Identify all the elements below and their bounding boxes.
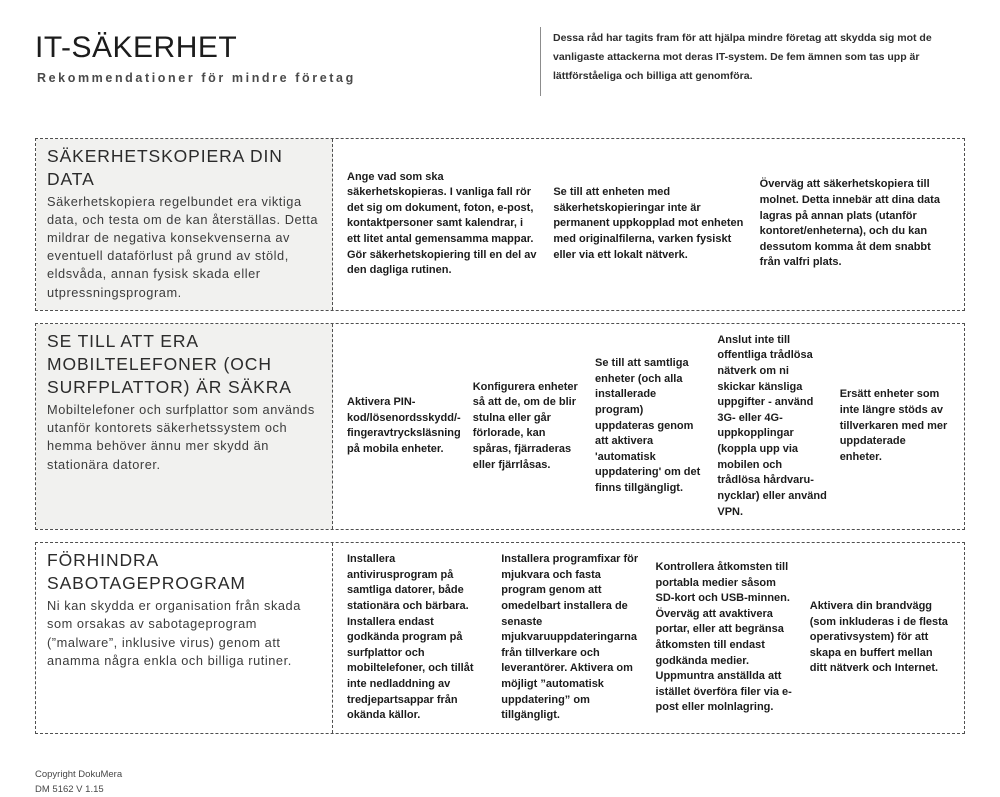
tip-text: Aktivera PIN-kod/lösenordsskydd/-fingeravtrycksläsning på mobila enheter.: [347, 396, 461, 456]
tip-text: Konfigurera enheter så att de, om de blir stulna eller går förlorade, kan spåras, fjärraderas eller fjärrlåsas.: [472, 380, 578, 471]
tip-text: Aktivera din brandvägg (som inkluderas i de flesta operativsystem) för att skapa en buffert mellan ditt nätverk och Internet.: [809, 599, 948, 675]
sections-container: [35, 138, 965, 734]
copyright-line: Copyright DokuMera: [35, 768, 123, 780]
page-title: IT-SÄKERHET: [35, 31, 238, 64]
section-description: Mobiltelefoner och surfplattor som används utanför kontorets säkerhetssystem och hemma behöver ännu mer skydd än stationära datorer.: [47, 402, 315, 472]
section-backup-header: [36, 139, 333, 310]
section-description: Ni kan skydda er organisation från skada som orsakas av sabotageprogram (”malware”, inklusive virus) genom att anamma några enkla och billiga rutiner.: [47, 598, 301, 668]
section-malware-tips: [333, 543, 964, 733]
tip-text: Överväg att säkerhetskopiera till molnet. Detta innebär att dina data lagras på annan plats (utanför kontoret/enheterna), och du kan dessutom komma åt dem snabbt från valfri plats.: [759, 178, 940, 269]
page-subtitle: Rekommendationer för mindre företag: [37, 71, 356, 85]
section-description: Säkerhetskopiera regelbundet era viktiga data, och testa om de kan återställas. Detta mildrar de negativa konsekvenserna av eventuell dataförlust på grund av stöld, eldsvåda, annan fysisk skada eller utpressningsprogram.: [47, 193, 319, 300]
section-mobile-devices: [35, 323, 965, 530]
section-backup-tips: [333, 139, 964, 310]
tip-text: Se till att enheten med säkerhetskopieringar inte är permanent uppkopplad mot enheten med originalfilerna, varken fysiskt eller via ett lokalt nätverk.: [553, 186, 744, 261]
document-header: [35, 25, 965, 96]
section-mobile-devices-tips: [333, 324, 964, 529]
tip-text: Anslut inte till offentliga trådlösa nätverk om ni skickar känsliga uppgifter - använd 3G- eller 4G-uppkopplingar (koppla upp via mobilen och trådlösa hårdvaru-nycklar) eller använd VPN.: [717, 333, 827, 518]
document-footer: [35, 768, 965, 797]
tip-text: Installera antivirusprogram på samtliga datorer, både stationära och bärbara. Installera endast godkända program på surfplattor och mobiltelefoner, och tillåt inte nedladdning av tredjepartsappar från okända källor.: [347, 553, 474, 722]
section-title: SÄKERHETSKOPIERA DIN DATA: [47, 145, 283, 189]
section-backup: [35, 138, 965, 311]
section-mobile-devices-header: [36, 324, 333, 529]
document-version: DM 5162 V 1.15: [35, 783, 104, 795]
section-malware: [35, 542, 965, 734]
section-title: FÖRHINDRA SABOTAGEPROGRAM: [47, 550, 246, 594]
tip-text: Ersätt enheter som inte längre stöds av tillverkaren med mer uppdaterade enheter.: [839, 388, 948, 463]
section-malware-header: [36, 543, 333, 733]
tip-text: Kontrollera åtkomsten till portabla medier såsom SD-kort och USB-minnen. Överväg att avaktivera portar, eller att begränsa åtkomsten till endast godkända medier. Uppmuntra anställda att istället överföra filer via e-post eller molnlagring.: [655, 560, 792, 714]
tip-text: Se till att samtliga enheter (och alla installerade program) uppdateras genom att aktivera 'automatisk uppdatering' om det finns tillgängligt.: [595, 357, 701, 495]
title-block: [35, 25, 356, 85]
tip-text: Ange vad som ska säkerhetskopieras. I vanliga fall rör det sig om dokument, foton, e-post, kontaktpersoner samt kalendrar, i ett litet antal gemensamma mappar. Gör säkerhetskopiering till en del av den dagliga rutinen.: [347, 170, 537, 277]
section-title: SE TILL ATT ERA MOBILTELEFONER (OCH SURFPLATTOR) ÄR SÄKRA: [47, 330, 292, 397]
tip-text: Installera programfixar för mjukvara och fasta program genom att omedelbart installera de senaste mjukvaruuppdateringarna från tillverkare och leverantörer. Aktivera om möjligt ”automatisk uppdatering” om tillgängligt.: [501, 553, 639, 722]
intro-text-box: Dessa råd har tagits fram för att hjälpa mindre företag att skydda sig mot de vanligaste attackerna mot deras IT-system. De fem ämnen som tas upp är lättförståeliga och billiga att genomföra.: [540, 27, 965, 96]
